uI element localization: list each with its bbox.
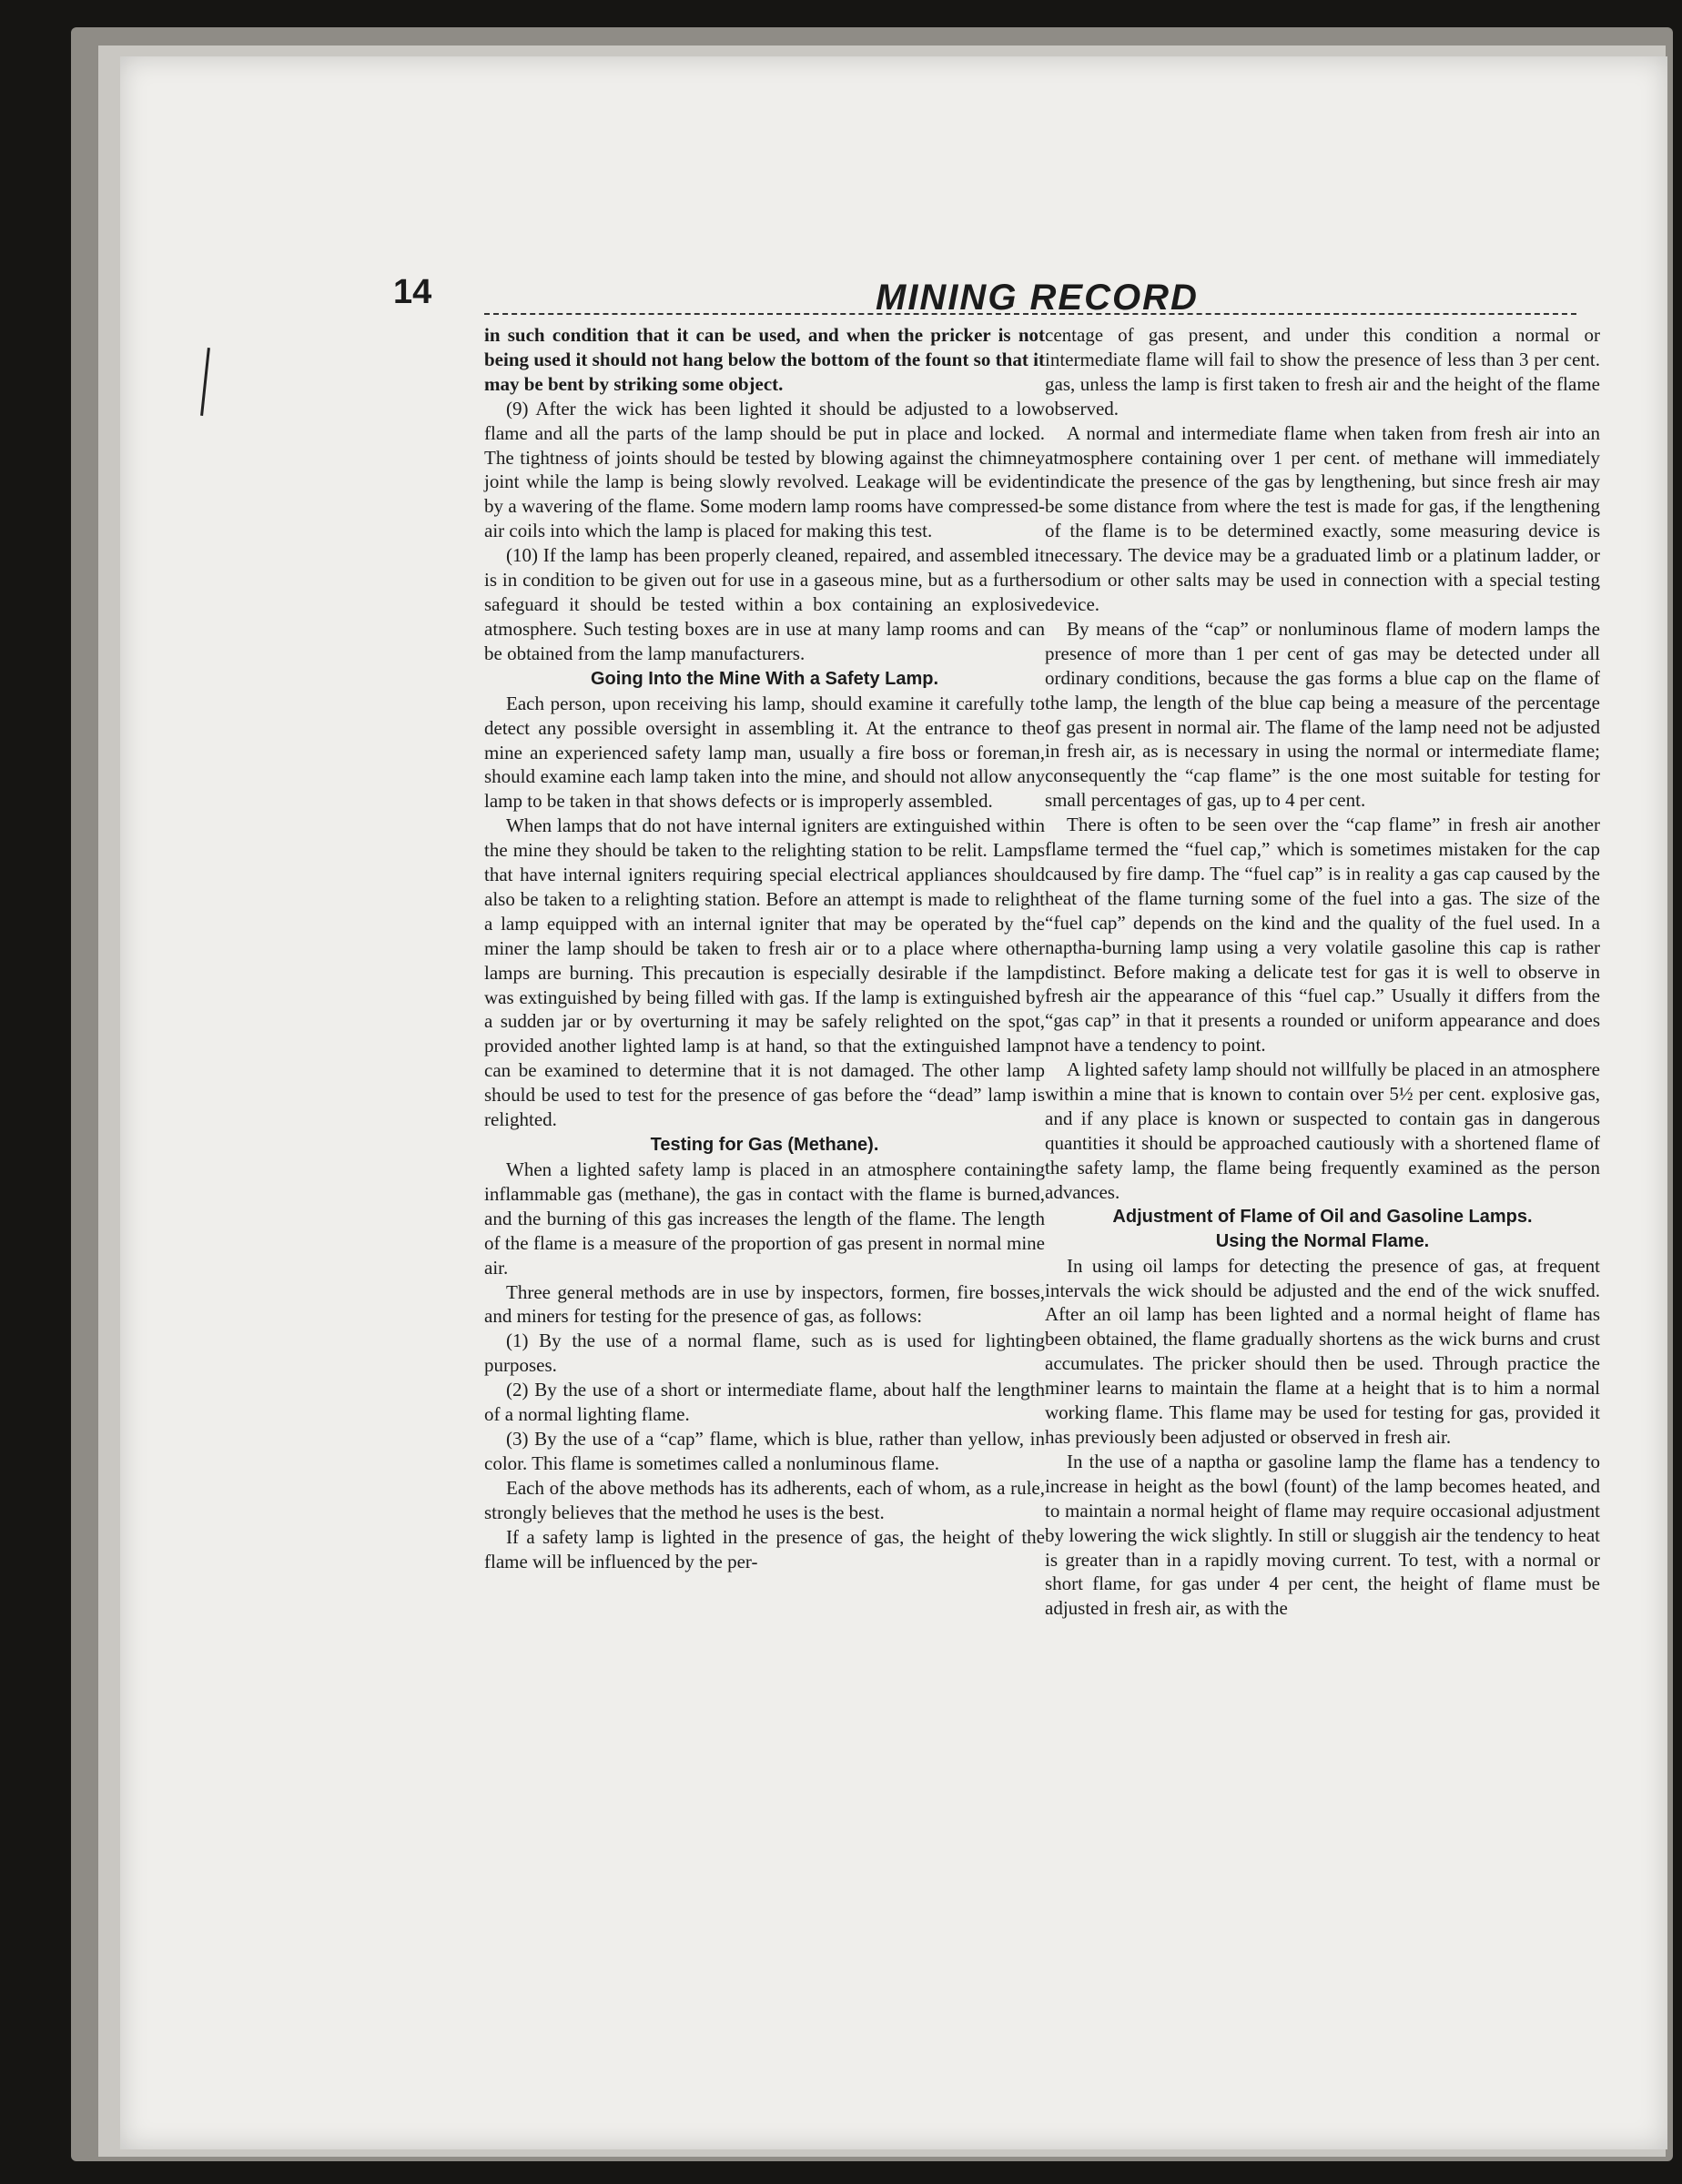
paragraph: (3) By the use of a “cap” flame, which is blue, rather than yellow, in color. This flame is sometimes called a nonluminous flame.: [484, 1427, 1045, 1474]
section-heading: Adjustment of Flame of Oil and Gasoline Lamps.: [1112, 1206, 1533, 1227]
margin-pencil-mark: [200, 348, 210, 416]
paragraph: In using oil lamps for detecting the presence of gas, at frequent intervals the wick should be adjusted and the end of the wick snuffed. After an oil lamp has been lighted and a normal height of flame has been obtained, the flame gradually shortens as the wick burns and crust accumulates. The pricker should then be used. Through practice the miner learns to maintain the flame at a height that is to him a normal working flame. This flame may be used for testing for gas, provided it has previously been adjusted or observed in fresh air.: [1045, 1254, 1600, 1448]
paragraph: In the use of a naptha or gasoline lamp the flame has a tendency to increase in height as the bowl (fount) of the lamp becomes heated, and to maintain a normal height of flame may require occasional adjustment by lowering the wick slightly. In still or sluggish air the tendency to heat is greater than in a rapidly moving current. To test, with a normal or short flame, for gas under 4 per cent, the height of flame must be adjusted in fresh air, as with the: [1045, 1450, 1600, 1620]
paragraph: Each person, upon receiving his lamp, should examine it carefully to detect any possible oversight in assembling it. At the entrance to the mine an experienced safety lamp man, usually a fire boss or foreman, should examine each lamp taken into the mine, and should not allow any lamp to be taken in that shows defects or is improperly assembled.: [484, 692, 1045, 813]
paragraph: If a safety lamp is lighted in the presence of gas, the height of the flame will be influenced by the per-: [484, 1525, 1045, 1572]
section-subheading: Using the Normal Flame.: [1215, 1230, 1430, 1251]
document-page: [120, 56, 1667, 2149]
paragraph: in such condition that it can be used, and when the pricker is not being used it should not hang below the bottom of the fount so that it may be bent by striking some object.: [484, 324, 1045, 395]
paragraph: A normal and intermediate flame when taken from fresh air into an atmosphere containing over 1 per cent. of methane will immediately indicate the presence of the gas by lengthening, but since fresh air may be some distance from where the test is made for gas, if the lengthening of the flame is to be determined exactly, some measuring device is necessary. The device may be a graduated limb or a platinum ladder, or sodium or other salts may be used in connection with a special testing device.: [1045, 421, 1600, 615]
paragraph: When lamps that do not have internal igniters are extinguished within the mine they should be taken to the relighting station to be relit. Lamps that have internal igniters requiring special electrical appliances should also be taken to a relighting station. Before an attempt is made to relight a lamp equipped with an internal igniter that may be operated by the miner the lamp should be taken to fresh air or to a place where other lamps are burning. This precaution is especially desirable if the lamp was extinguished by being filled with gas. If the lamp is extinguished by a sudden jar or by overturning it may be safely relighted on the spot, provided another lighted lamp is at hand, so that the extinguished lamp can be examined to determine that it is not damaged. The other lamp should be used to test for the presence of gas before the “dead” lamp is relighted.: [484, 814, 1045, 1131]
paragraph: When a lighted safety lamp is placed in an atmosphere containing inflammable gas (methane), the gas in contact with the flame is burned, and the burning of this gas increases the length of the flame. The length of the flame is a measure of the proportion of gas present in normal mine air.: [484, 1158, 1045, 1279]
paragraph: Each of the above methods has its adherents, each of whom, as a rule, strongly believes that the method he uses is the best.: [484, 1476, 1045, 1523]
right-column: [1045, 323, 1600, 1621]
paragraph: A lighted safety lamp should not willfully be placed in an atmosphere within a mine that is known to contain over 5½ per cent. explosive gas, and if any place is known or suspected to contain gas in dangerous quantities it should be approached cautiously with a shortened flame of the safety lamp, the flame being frequently examined as the person advances.: [1045, 1058, 1600, 1203]
section-heading: Testing for Gas (Methane).: [650, 1135, 879, 1155]
left-column: [484, 323, 1045, 1573]
page-number: 14: [393, 273, 432, 311]
publication-title: MINING RECORD: [876, 278, 1199, 318]
paragraph: By means of the “cap” or nonluminous flame of modern lamps the presence of more than 1 per cent of gas may be detected under all ordinary conditions, because the gas forms a blue cap on the flame of the lamp, the length of the blue cap being a measure of the percentage of gas present in normal air. The flame of the lamp need not be adjusted in fresh air, as is necessary in using the normal or intermediate flame; consequently the “cap flame” is the one most suitable for testing for small percentages of gas, up to 4 per cent.: [1045, 617, 1600, 812]
paragraph: (9) After the wick has been lighted it should be adjusted to a low flame and all the parts of the lamp should be put in place and locked. The tightness of joints should be tested by blowing against the chimney joint while the lamp is being slowly revolved. Leakage will be evident by a wavering of the flame. Some modern lamp rooms have compressed-air coils into which the lamp is placed for making this test.: [484, 397, 1045, 542]
header-rule: [484, 313, 1576, 315]
paragraph: Three general methods are in use by inspectors, formen, fire bosses, and miners for testing for the presence of gas, as follows:: [484, 1280, 1045, 1328]
section-heading: Going Into the Mine With a Safety Lamp.: [590, 668, 939, 689]
paragraph: (10) If the lamp has been properly cleaned, repaired, and assembled it is in condition to be given out for use in a gaseous mine, but as a further safeguard it should be tested within a box containing an explosive atmosphere. Such testing boxes are in use at many lamp rooms and can be obtained from the lamp manufacturers.: [484, 544, 1045, 664]
paragraph: (2) By the use of a short or intermediate flame, about half the length of a normal lighting flame.: [484, 1379, 1045, 1426]
paragraph: There is often to be seen over the “cap flame” in fresh air another flame termed the “fuel cap,” which is sometimes mistaken for the cap caused by fire damp. The “fuel cap” is in reality a gas cap caused by the heat of the flame turning some of the fuel into a gas. The size of the “fuel cap” depends on the kind and the quality of the fuel used. In a naptha-burning lamp using a very volatile gasoline this cap is rather distinct. Before making a delicate test for gas it is well to observe in fresh air the appearance of this “fuel cap.” Usually it differs from the “gas cap” in that it presents a rounded or uniform appearance and does not have a tendency to point.: [1045, 814, 1600, 1057]
paragraph: centage of gas present, and under this condition a normal or intermediate flame will fail to show the presence of less than 3 per cent. gas, unless the lamp is first taken to fresh air and the height of the flame observed.: [1045, 324, 1600, 420]
paragraph: (1) By the use of a normal flame, such as is used for lighting purposes.: [484, 1330, 1045, 1377]
